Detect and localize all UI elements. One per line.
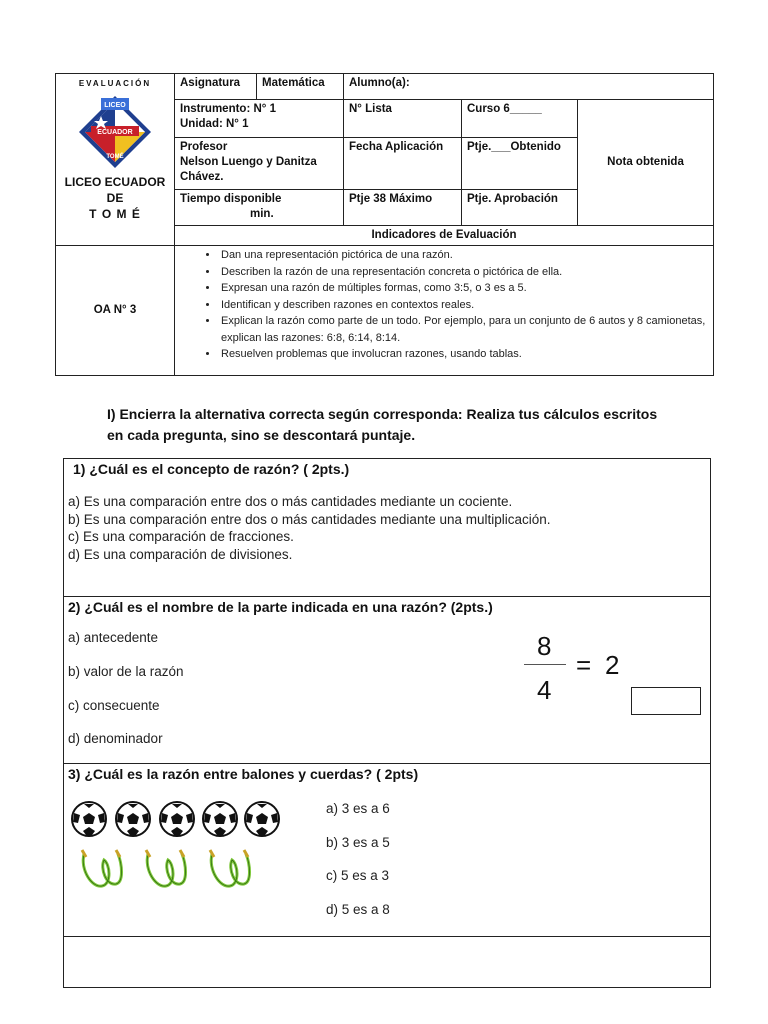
logo-bottom-text: TOMÉ [106, 154, 124, 160]
student-field[interactable]: Alumno(a): [344, 74, 714, 100]
q3-option-c[interactable]: c) 5 es a 3 [326, 868, 390, 883]
ratio-denominator: 4 [537, 675, 552, 705]
q3-option-a[interactable]: a) 3 es a 6 [326, 801, 390, 816]
subject-label: Asignatura [175, 74, 257, 100]
q1-option-a[interactable]: a) Es una comparación entre dos o más cantidades mediante un cociente. [68, 494, 513, 509]
list-number-field[interactable]: N° Lista [344, 100, 462, 138]
q3-option-b[interactable]: b) 3 es a 5 [326, 835, 390, 850]
list-item: • Dan una representación pictórica de una razón. [219, 247, 708, 264]
fraction-bar [524, 664, 566, 665]
q2-option-d[interactable]: d) denominador [68, 731, 163, 746]
question-1 [63, 458, 711, 597]
q3-option-d[interactable]: d) 5 es a 8 [326, 902, 390, 917]
instrument-cell: Instrumento: N° 1 Unidad: N° 1 [175, 100, 344, 138]
q1-option-b[interactable]: b) Es una comparación entre dos o más cantidades mediante una multiplicación. [68, 512, 551, 527]
header-table [55, 73, 714, 376]
grade-field[interactable]: Nota obtenida [578, 100, 714, 226]
jump-rope-icon [210, 850, 250, 886]
indicators-title: Indicadores de Evaluación [175, 226, 714, 246]
soccer-balls [69, 800, 284, 840]
soccer-ball-icon [72, 802, 106, 836]
jump-rope-icon [146, 850, 186, 886]
indicator-list [175, 247, 708, 363]
max-score: Ptje 38 Máximo [344, 190, 462, 226]
logo-band-text: ECUADOR [97, 129, 133, 136]
instructions: I) Encierra la alternativa correcta según corresponda: Realiza tus cálculos escritos en cada pregunta, sino se descontará puntaje. [107, 406, 658, 443]
school-logo [75, 92, 155, 172]
soccer-ball-icon [116, 802, 150, 836]
question-1-title: 1) ¿Cuál es el concepto de razón? ( 2pts.) [73, 461, 350, 477]
list-item: • Describen la razón de una representación concreta o pictórica de ella. [219, 264, 708, 281]
answer-box[interactable] [631, 687, 701, 715]
eval-title: EVALUACIÓN [78, 79, 152, 88]
list-item: • Identifican y describen razones en contextos reales. [219, 297, 708, 314]
question-2 [63, 596, 711, 764]
question-2-title: 2) ¿Cuál es el nombre de la parte indicada en una razón? (2pts.) [68, 599, 493, 615]
jump-ropes [74, 848, 264, 890]
question-3-title: 3) ¿Cuál es la razón entre balones y cuerdas? ( 2pts) [68, 766, 419, 782]
course-field[interactable]: Curso 6_____ [462, 100, 578, 138]
equals-sign: = [576, 650, 592, 680]
ratio-result: 2 [605, 650, 620, 680]
pass-score: Ptje. Aprobación [462, 190, 578, 226]
q2-option-b[interactable]: b) valor de la razón [68, 664, 184, 679]
teacher-cell: Profesor Nelson Luengo y Danitza Chávez. [175, 138, 344, 190]
list-item: • Expresan una razón de múltiples formas, como 3:5, o 3 es a 5. [219, 280, 708, 297]
oa-label: OA N° 3 [56, 246, 175, 376]
q1-option-d[interactable]: d) Es una comparación de divisiones. [68, 547, 293, 562]
q2-option-a[interactable]: a) antecedente [68, 630, 159, 645]
jump-rope-icon [82, 850, 122, 886]
q2-option-c[interactable]: c) consecuente [68, 698, 160, 713]
date-field[interactable]: Fecha Aplicación [344, 138, 462, 190]
logo-top-text: LICEO [104, 102, 126, 109]
score-obtained-field[interactable]: Ptje.___Obtenido [462, 138, 578, 190]
soccer-ball-icon [203, 802, 237, 836]
subject-value: Matemática [257, 74, 344, 100]
time-cell: Tiempo disponible min. [175, 190, 344, 226]
question-3 [63, 763, 711, 988]
ratio-numerator: 8 [537, 631, 552, 661]
soccer-ball-icon [245, 802, 279, 836]
list-item: • Explican la razón como parte de un todo. Por ejemplo, para un conjunto de 6 autos y 8 camionetas, explican las razones: 6:8, 6:14, 8:14. [219, 313, 708, 346]
logo-cell [56, 74, 175, 246]
work-area[interactable] [64, 937, 710, 987]
soccer-ball-icon [160, 802, 194, 836]
q1-option-c[interactable]: c) Es una comparación de fracciones. [68, 529, 294, 544]
indicators-cell [175, 246, 714, 376]
list-item: • Resuelven problemas que involucran razones, usando tablas. [219, 346, 708, 363]
school-name: LICEO ECUADOR DE T O M É [64, 175, 166, 221]
